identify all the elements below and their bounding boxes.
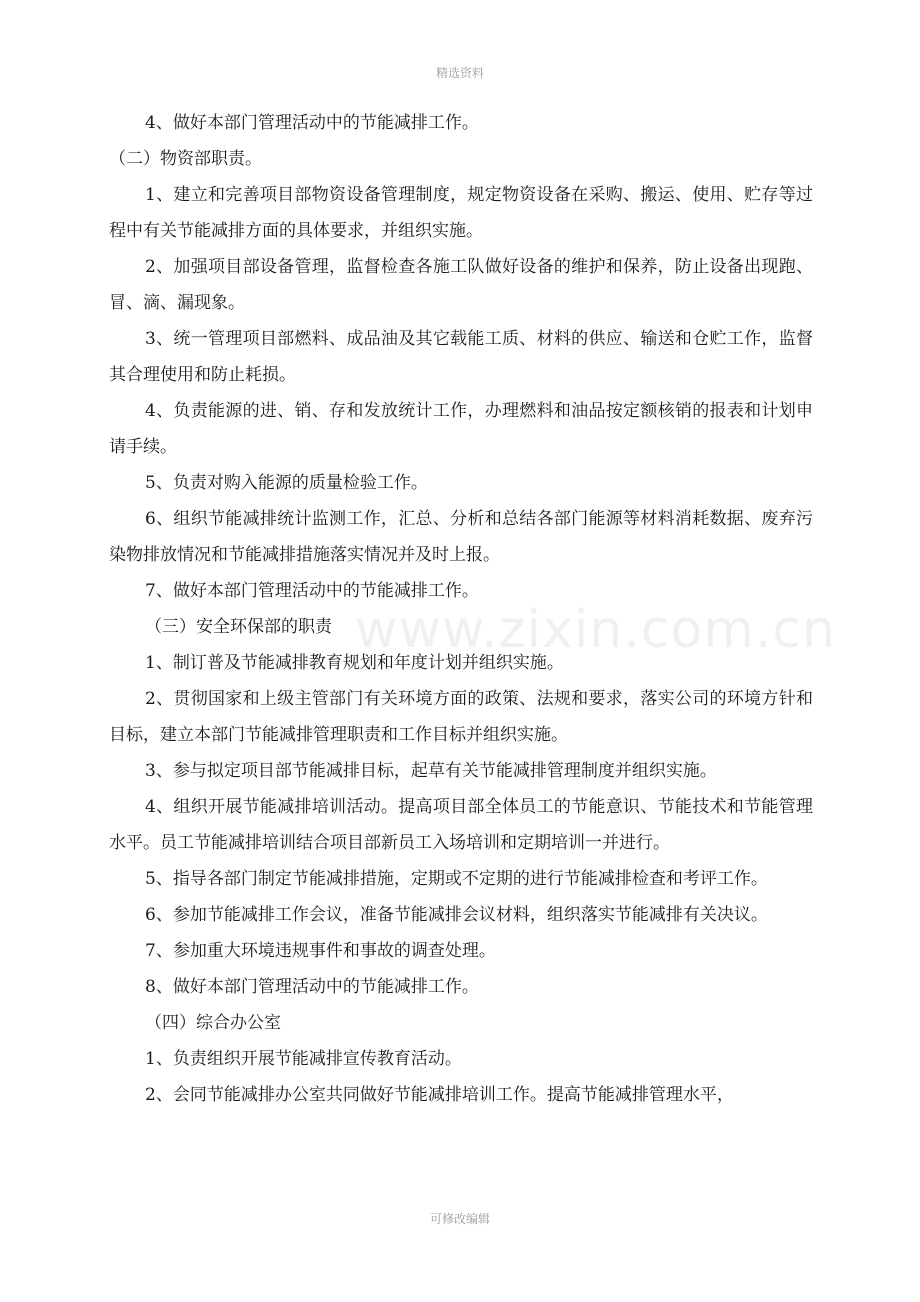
paragraph: 4、组织开展节能减排培训活动。提高项目部全体员工的节能意识、节能技术和节能管理水平。员工节能减排培训结合项目部新员工入场培训和定期培训一并进行。 bbox=[109, 797, 813, 853]
paragraph: 8、做好本部门管理活动中的节能减排工作。 bbox=[145, 977, 479, 997]
paragraph: 2、会同节能减排办公室共同做好节能减排培训工作。提高节能减排管理水平， bbox=[145, 1085, 734, 1105]
watermark: www.zixin.com.cn bbox=[355, 600, 836, 660]
page-header: 精选资料 bbox=[435, 66, 484, 80]
paragraph: 7、做好本部门管理活动中的节能减排工作。 bbox=[145, 581, 479, 601]
paragraph: 3、统一管理项目部燃料、成品油及其它载能工质、材料的供应、输送和仓贮工作，监督其合理使用和防止耗损。 bbox=[109, 329, 813, 385]
paragraph: 3、参与拟定项目部节能减排目标，起草有关节能减排管理制度并组织实施。 bbox=[145, 761, 717, 781]
paragraph: 1、制订普及节能减排教育规划和年度计划并组织实施。 bbox=[145, 653, 564, 673]
paragraph: 7、参加重大环境违规事件和事故的调查处理。 bbox=[145, 941, 496, 961]
paragraph: 5、负责对购入能源的质量检验工作。 bbox=[145, 473, 428, 493]
page-footer: 可修改编辑 bbox=[429, 1212, 490, 1226]
paragraph: 4、负责能源的进、销、存和发放统计工作，办理燃料和油品按定额核销的报表和计划申请手续。 bbox=[109, 401, 813, 457]
paragraph: 6、参加节能减排工作会议，准备节能减排会议材料，组织落实节能减排有关决议。 bbox=[145, 905, 768, 925]
document-body bbox=[109, 105, 813, 1113]
paragraph: （二）物资部职责。 bbox=[109, 149, 262, 169]
paragraph: 4、做好本部门管理活动中的节能减排工作。 bbox=[145, 113, 479, 133]
paragraph: （三）安全环保部的职责 bbox=[145, 617, 332, 637]
paragraph: 5、指导各部门制定节能减排措施，定期或不定期的进行节能减排检查和考评工作。 bbox=[145, 869, 768, 889]
paragraph: 1、负责组织开展节能减排宣传教育活动。 bbox=[145, 1049, 462, 1069]
paragraph: 2、贯彻国家和上级主管部门有关环境方面的政策、法规和要求，落实公司的环境方针和目标，建立本部门节能减排管理职责和工作目标并组织实施。 bbox=[109, 689, 813, 745]
paragraph: 1、建立和完善项目部物资设备管理制度，规定物资设备在采购、搬运、使用、贮存等过程中有关节能减排方面的具体要求，并组织实施。 bbox=[109, 185, 813, 241]
paragraph: 6、组织节能减排统计监测工作，汇总、分析和总结各部门能源等材料消耗数据、废弃污染物排放情况和节能减排措施落实情况并及时上报。 bbox=[109, 509, 813, 565]
paragraph: 2、加强项目部设备管理，监督检查各施工队做好设备的维护和保养，防止设备出现跑、冒、滴、漏现象。 bbox=[109, 257, 813, 313]
paragraph: （四）综合办公室 bbox=[145, 1013, 281, 1033]
